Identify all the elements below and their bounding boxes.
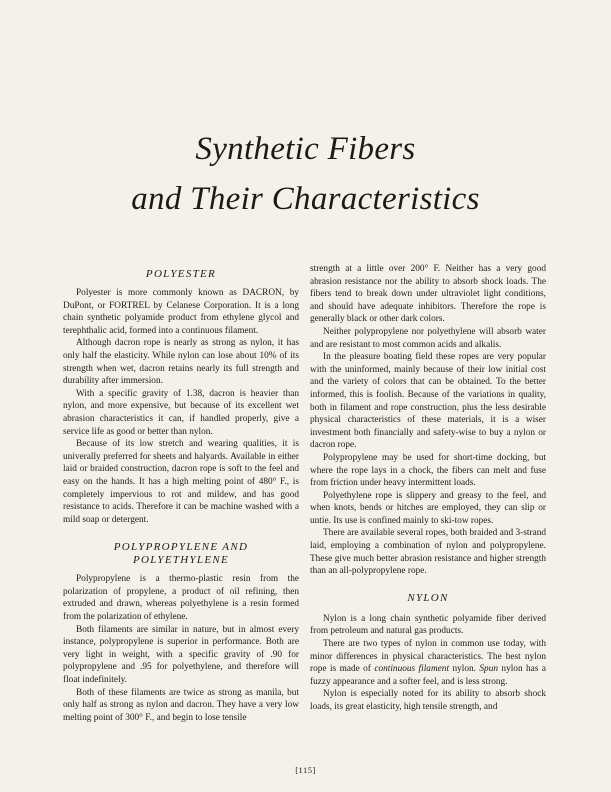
page-number: [115] [295,765,316,775]
text-run: nylon. [449,664,480,675]
heading-line: POLYPROPYLENE AND [113,541,249,554]
paragraph [310,638,546,688]
paragraph: Polyethylene rope is slippery and greasy to the feel, and when knots, bends or hitches are employed, they can slip or untie. Its use is confined mainly to ski-tow ropes. [310,490,546,526]
paragraph: Polypropylene may be used for short-time docking, but where the rope lays in a chock, the fibers can melt and fuse from friction under heavy intermittent loads. [310,452,546,489]
emphasis-text: Spun [479,664,498,675]
title-line-1: Synthetic Fibers [195,131,416,167]
right-column [310,263,546,714]
text-run: There are two types of nylon in common use today, with minor differences in physical characteristics. The best nylon rope is made of [310,639,546,675]
emphasis-text: continuous filament [374,664,450,675]
paragraph: With a specific gravity of 1.38, dacron is heavier than nylon, and more expensive, but because of its excellent wet abrasion characteristics it can, if handled properly, give a service life as good or better than nylon. [63,388,299,437]
paragraph-continued: strength at a little over 200° F. Neither has a very good abrasion resistance nor the ability to absorb shock loads. The fibers tend to break down under ultraviolet light conditions, and should have adequate inhibitors. Therefore the rope is generally black or other dark colors. [310,264,546,325]
paragraph: Although dacron rope is nearly as strong as nylon, it has only half the elasticity. While nylon can lose about 10% of its strength when wet, dacron retains nearly its full strength and durability after immersion. [63,338,299,387]
paragraph: Nylon is especially noted for its ability to absorb shock loads, its great elasticity, high tensile strength, and [310,689,546,712]
paragraph: Neither polypropylene nor polyethylene will absorb water and are resistant to most common acids and alkalis. [310,326,546,350]
left-column [63,268,299,724]
section-heading-nylon: NYLON [407,591,449,604]
text-run: nylon has a fuzzy appearance and a softer feel, and is less strong. [310,664,546,687]
heading-line: POLYETHYLENE [132,554,230,567]
paragraph: In the pleasure boating field these ropes are very popular with the uninformed, mainly because of their low initial cost and the variety of colors that can be obtained. To the better informed, this is foolish. Because of the variations in quality, both in filament and rope construction, plus the less desirable physical characteristics of these materials, it is a wiser investment both financially and safety-wise to buy a nylon or dacron rope. [310,352,546,451]
title-line-2: and Their Characteristics [131,181,480,217]
paragraph: There are available several ropes, both braided and 3-strand laid, employing a combination of nylon and polypropylene. These give much better abrasion resistance and higher strength than an all-polypropylene rope. [310,528,546,577]
paragraph: Polyester is more commonly known as DACRON, by DuPont, or FORTREL by Celanese Corporation. It is a long chain synthetic polyamide product from ethylene glycol and terephthalic acid, formed into a continuous filament. [63,288,299,336]
paragraph: Both filaments are similar in nature, but in almost every instance, polypropylene is superior in performance. Both are very light in weight, with a specific gravity of .90 for polypropylene and .95 for polyethylene, and therefore will float indefinitely. [63,624,299,686]
section-heading-polypropylene [63,541,299,567]
paragraph: Nylon is a long chain synthetic polyamide fiber derived from petroleum and natural gas products. [310,613,546,637]
paragraph: Because of its low stretch and wearing qualities, it is univerally preferred for sheets and halyards. Available in either laid or braided construction, dacron rope is soft to the feel and easy on the hands. It has a high melting point of 480° F., is completely impervious to rot and mildew, and has good resistance to acids. Therefore it can be machine washed with a mild soap or detergent. [63,439,299,525]
paragraph: Polypropylene is a thermo-plastic resin from the polarization of propylene, a product of oil refining, then extruded and drawn, whereas polyethylene is a resin formed from the polarization of ethylene. [63,574,299,623]
paragraph: Both of these filaments are twice as strong as manila, but only half as strong as nylon and dacron. They have a very low melting point of 300° F., and begin to lose tensile [63,687,299,723]
section-heading-polyester: POLYESTER [145,268,217,280]
page-title [0,124,611,224]
